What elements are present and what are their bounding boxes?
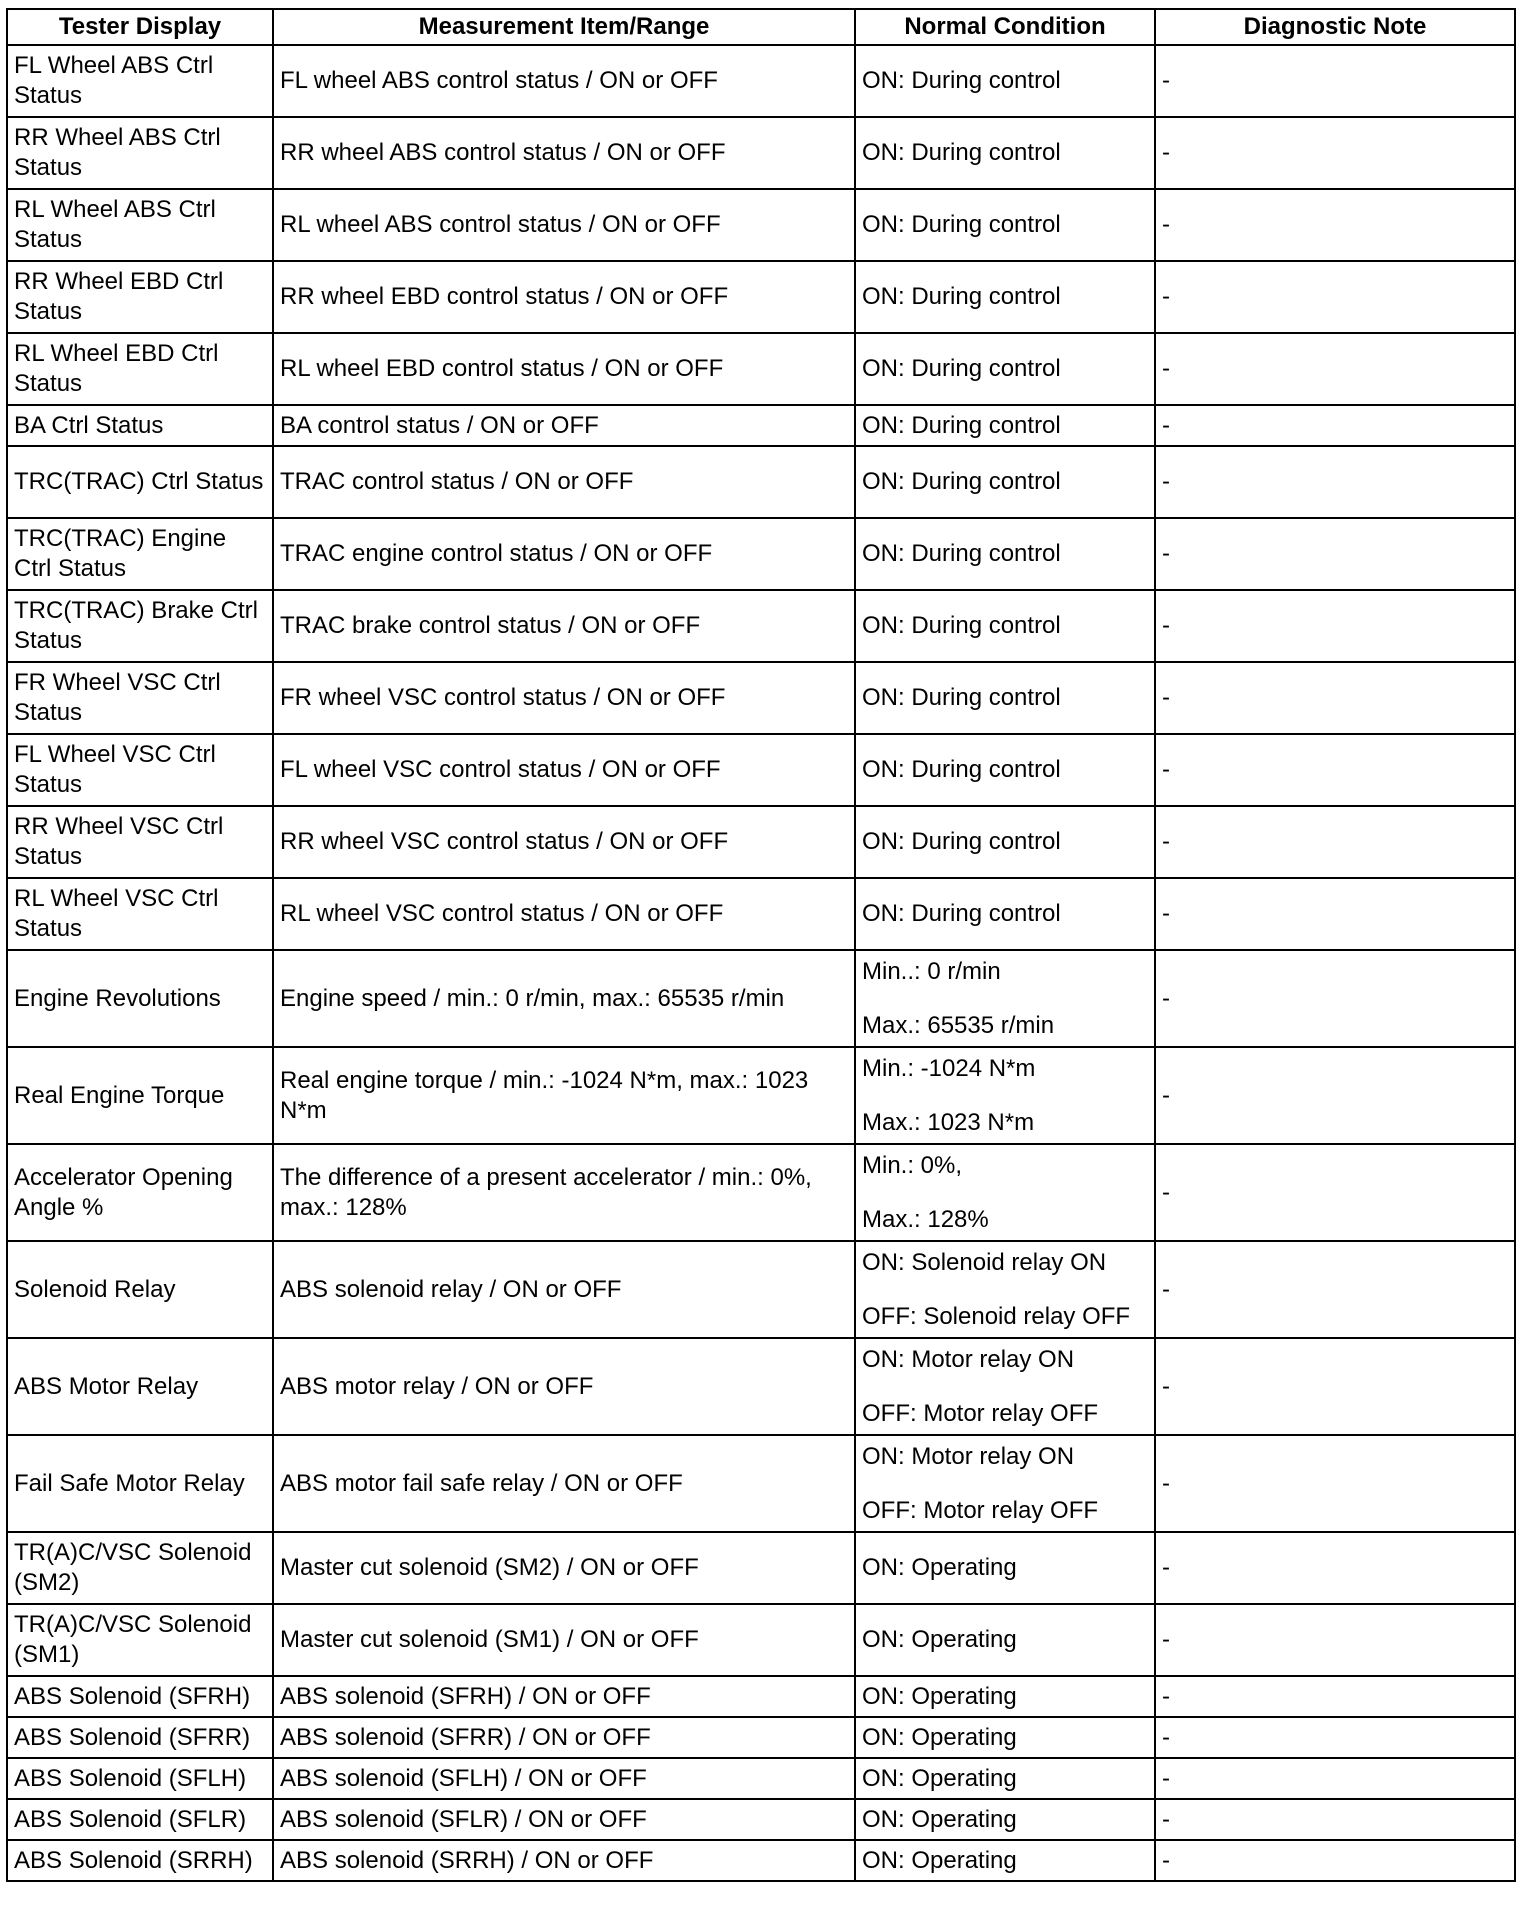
- cell-normal-condition: ON: During control: [855, 45, 1155, 117]
- cell-diagnostic-note: -: [1155, 1241, 1515, 1338]
- table-row: [7, 1241, 1515, 1338]
- normal-condition-line: Min.: 0%,: [862, 1151, 963, 1179]
- normal-condition-line: OFF: Solenoid relay OFF: [862, 1302, 1131, 1330]
- cell-tester-display: FL Wheel ABS Ctrl Status: [7, 45, 273, 117]
- cell-normal-condition: ON: During control: [855, 261, 1155, 333]
- cell-normal-condition: ON: During control: [855, 189, 1155, 261]
- cell-normal-condition: [855, 1241, 1155, 1338]
- cell-measurement: Engine speed / min.: 0 r/min, max.: 65535 r/min: [273, 950, 855, 1047]
- cell-normal-condition: ON: During control: [855, 405, 1155, 446]
- cell-normal-condition: ON: Operating: [855, 1758, 1155, 1799]
- cell-measurement: RR wheel VSC control status / ON or OFF: [273, 806, 855, 878]
- cell-diagnostic-note: -: [1155, 734, 1515, 806]
- table-header-row: [7, 9, 1515, 45]
- cell-measurement: FL wheel VSC control status / ON or OFF: [273, 734, 855, 806]
- cell-measurement: FR wheel VSC control status / ON or OFF: [273, 662, 855, 734]
- cell-normal-condition: ON: During control: [855, 734, 1155, 806]
- cell-diagnostic-note: -: [1155, 878, 1515, 950]
- cell-tester-display: RR Wheel VSC Ctrl Status: [7, 806, 273, 878]
- cell-normal-condition: [855, 950, 1155, 1047]
- cell-tester-display: RR Wheel EBD Ctrl Status: [7, 261, 273, 333]
- table-row: [7, 405, 1515, 446]
- cell-diagnostic-note: -: [1155, 590, 1515, 662]
- cell-measurement: TRAC brake control status / ON or OFF: [273, 590, 855, 662]
- cell-tester-display: ABS Solenoid (SFLR): [7, 1799, 273, 1840]
- cell-tester-display: Accelerator Opening Angle %: [7, 1144, 273, 1241]
- cell-tester-display: RL Wheel VSC Ctrl Status: [7, 878, 273, 950]
- cell-diagnostic-note: -: [1155, 333, 1515, 405]
- normal-condition-line: OFF: Motor relay OFF: [862, 1399, 1099, 1427]
- table-row: [7, 950, 1515, 1047]
- cell-measurement: RL wheel VSC control status / ON or OFF: [273, 878, 855, 950]
- cell-measurement: The difference of a present accelerator / min.: 0%, max.: 128%: [273, 1144, 855, 1241]
- cell-tester-display: Solenoid Relay: [7, 1241, 273, 1338]
- table-body: [7, 45, 1515, 1881]
- cell-diagnostic-note: -: [1155, 45, 1515, 117]
- cell-normal-condition: ON: During control: [855, 662, 1155, 734]
- cell-diagnostic-note: -: [1155, 1799, 1515, 1840]
- cell-tester-display: FL Wheel VSC Ctrl Status: [7, 734, 273, 806]
- cell-tester-display: BA Ctrl Status: [7, 405, 273, 446]
- cell-normal-condition: ON: Operating: [855, 1840, 1155, 1881]
- cell-diagnostic-note: -: [1155, 1047, 1515, 1144]
- cell-normal-condition: ON: During control: [855, 518, 1155, 590]
- table-row: [7, 261, 1515, 333]
- table-row: [7, 1758, 1515, 1799]
- cell-normal-condition: ON: Operating: [855, 1799, 1155, 1840]
- cell-measurement: RL wheel EBD control status / ON or OFF: [273, 333, 855, 405]
- table-row: [7, 1144, 1515, 1241]
- cell-normal-condition: ON: During control: [855, 117, 1155, 189]
- cell-measurement: RR wheel EBD control status / ON or OFF: [273, 261, 855, 333]
- table-row: [7, 590, 1515, 662]
- cell-diagnostic-note: -: [1155, 1532, 1515, 1604]
- cell-tester-display: RR Wheel ABS Ctrl Status: [7, 117, 273, 189]
- cell-normal-condition: ON: During control: [855, 333, 1155, 405]
- table-row: [7, 1604, 1515, 1676]
- cell-diagnostic-note: -: [1155, 117, 1515, 189]
- cell-tester-display: Engine Revolutions: [7, 950, 273, 1047]
- cell-tester-display: Real Engine Torque: [7, 1047, 273, 1144]
- cell-diagnostic-note: -: [1155, 1758, 1515, 1799]
- cell-tester-display: ABS Solenoid (SFRH): [7, 1676, 273, 1717]
- cell-diagnostic-note: -: [1155, 950, 1515, 1047]
- cell-diagnostic-note: -: [1155, 1604, 1515, 1676]
- table-row: [7, 1047, 1515, 1144]
- cell-normal-condition: [855, 1338, 1155, 1435]
- table-row: [7, 1676, 1515, 1717]
- cell-measurement: BA control status / ON or OFF: [273, 405, 855, 446]
- cell-tester-display: TRC(TRAC) Brake Ctrl Status: [7, 590, 273, 662]
- cell-tester-display: ABS Solenoid (SFRR): [7, 1717, 273, 1758]
- normal-condition-line: Max.: 65535 r/min: [862, 1011, 1055, 1039]
- table-row: [7, 1338, 1515, 1435]
- cell-diagnostic-note: -: [1155, 1676, 1515, 1717]
- normal-condition-line: Min.: -1024 N*m: [862, 1054, 1036, 1082]
- cell-measurement: ABS solenoid (SFRH) / ON or OFF: [273, 1676, 855, 1717]
- table-row: [7, 333, 1515, 405]
- header-diagnostic-note: Diagnostic Note: [1155, 9, 1515, 45]
- normal-condition-line: Max.: 1023 N*m: [862, 1108, 1035, 1136]
- normal-condition-line: Min..: 0 r/min: [862, 957, 1001, 985]
- cell-measurement: ABS motor relay / ON or OFF: [273, 1338, 855, 1435]
- cell-measurement: ABS motor fail safe relay / ON or OFF: [273, 1435, 855, 1532]
- table-row: [7, 878, 1515, 950]
- normal-condition-line: ON: Solenoid relay ON: [862, 1248, 1107, 1276]
- cell-diagnostic-note: -: [1155, 405, 1515, 446]
- cell-measurement: ABS solenoid (SRRH) / ON or OFF: [273, 1840, 855, 1881]
- cell-diagnostic-note: -: [1155, 261, 1515, 333]
- cell-diagnostic-note: -: [1155, 806, 1515, 878]
- table-row: [7, 806, 1515, 878]
- normal-condition-line: ON: Motor relay ON: [862, 1345, 1075, 1373]
- cell-measurement: RL wheel ABS control status / ON or OFF: [273, 189, 855, 261]
- header-normal-condition: Normal Condition: [855, 9, 1155, 45]
- cell-measurement: Master cut solenoid (SM2) / ON or OFF: [273, 1532, 855, 1604]
- cell-diagnostic-note: -: [1155, 518, 1515, 590]
- cell-measurement: Master cut solenoid (SM1) / ON or OFF: [273, 1604, 855, 1676]
- table-row: [7, 518, 1515, 590]
- cell-measurement: ABS solenoid relay / ON or OFF: [273, 1241, 855, 1338]
- cell-tester-display: ABS Motor Relay: [7, 1338, 273, 1435]
- cell-tester-display: ABS Solenoid (SRRH): [7, 1840, 273, 1881]
- table-row: [7, 117, 1515, 189]
- cell-tester-display: TR(A)C/VSC Solenoid (SM2): [7, 1532, 273, 1604]
- cell-measurement: TRAC engine control status / ON or OFF: [273, 518, 855, 590]
- header-tester-display: Tester Display: [7, 9, 273, 45]
- table-row: [7, 1435, 1515, 1532]
- cell-diagnostic-note: -: [1155, 1338, 1515, 1435]
- cell-normal-condition: ON: During control: [855, 590, 1155, 662]
- table-row: [7, 662, 1515, 734]
- data-list-table: [6, 8, 1516, 1882]
- cell-normal-condition: ON: Operating: [855, 1604, 1155, 1676]
- table-row: [7, 189, 1515, 261]
- document-page: [6, 8, 1514, 1882]
- cell-normal-condition: ON: During control: [855, 446, 1155, 518]
- cell-tester-display: FR Wheel VSC Ctrl Status: [7, 662, 273, 734]
- cell-measurement: RR wheel ABS control status / ON or OFF: [273, 117, 855, 189]
- cell-normal-condition: ON: During control: [855, 878, 1155, 950]
- cell-diagnostic-note: -: [1155, 446, 1515, 518]
- table-row: [7, 446, 1515, 518]
- cell-tester-display: TR(A)C/VSC Solenoid (SM1): [7, 1604, 273, 1676]
- cell-normal-condition: ON: Operating: [855, 1676, 1155, 1717]
- normal-condition-line: ON: Motor relay ON: [862, 1442, 1075, 1470]
- cell-normal-condition: [855, 1047, 1155, 1144]
- cell-tester-display: Fail Safe Motor Relay: [7, 1435, 273, 1532]
- cell-normal-condition: [855, 1144, 1155, 1241]
- cell-measurement: TRAC control status / ON or OFF: [273, 446, 855, 518]
- cell-measurement: ABS solenoid (SFLH) / ON or OFF: [273, 1758, 855, 1799]
- cell-diagnostic-note: -: [1155, 189, 1515, 261]
- cell-tester-display: RL Wheel EBD Ctrl Status: [7, 333, 273, 405]
- cell-measurement: ABS solenoid (SFRR) / ON or OFF: [273, 1717, 855, 1758]
- header-measurement: Measurement Item/Range: [273, 9, 855, 45]
- cell-diagnostic-note: -: [1155, 1717, 1515, 1758]
- cell-measurement: ABS solenoid (SFLR) / ON or OFF: [273, 1799, 855, 1840]
- cell-diagnostic-note: -: [1155, 662, 1515, 734]
- cell-tester-display: TRC(TRAC) Engine Ctrl Status: [7, 518, 273, 590]
- table-row: [7, 1799, 1515, 1840]
- cell-tester-display: TRC(TRAC) Ctrl Status: [7, 446, 273, 518]
- cell-measurement: Real engine torque / min.: -1024 N*m, max.: 1023 N*m: [273, 1047, 855, 1144]
- table-row: [7, 734, 1515, 806]
- cell-normal-condition: ON: During control: [855, 806, 1155, 878]
- cell-diagnostic-note: -: [1155, 1144, 1515, 1241]
- cell-tester-display: ABS Solenoid (SFLH): [7, 1758, 273, 1799]
- table-row: [7, 1840, 1515, 1881]
- cell-tester-display: RL Wheel ABS Ctrl Status: [7, 189, 273, 261]
- normal-condition-line: Max.: 128%: [862, 1205, 989, 1233]
- cell-normal-condition: ON: Operating: [855, 1532, 1155, 1604]
- table-row: [7, 1532, 1515, 1604]
- cell-diagnostic-note: -: [1155, 1435, 1515, 1532]
- table-row: [7, 45, 1515, 117]
- table-row: [7, 1717, 1515, 1758]
- cell-normal-condition: [855, 1435, 1155, 1532]
- cell-measurement: FL wheel ABS control status / ON or OFF: [273, 45, 855, 117]
- cell-diagnostic-note: -: [1155, 1840, 1515, 1881]
- normal-condition-line: OFF: Motor relay OFF: [862, 1496, 1099, 1524]
- cell-normal-condition: ON: Operating: [855, 1717, 1155, 1758]
